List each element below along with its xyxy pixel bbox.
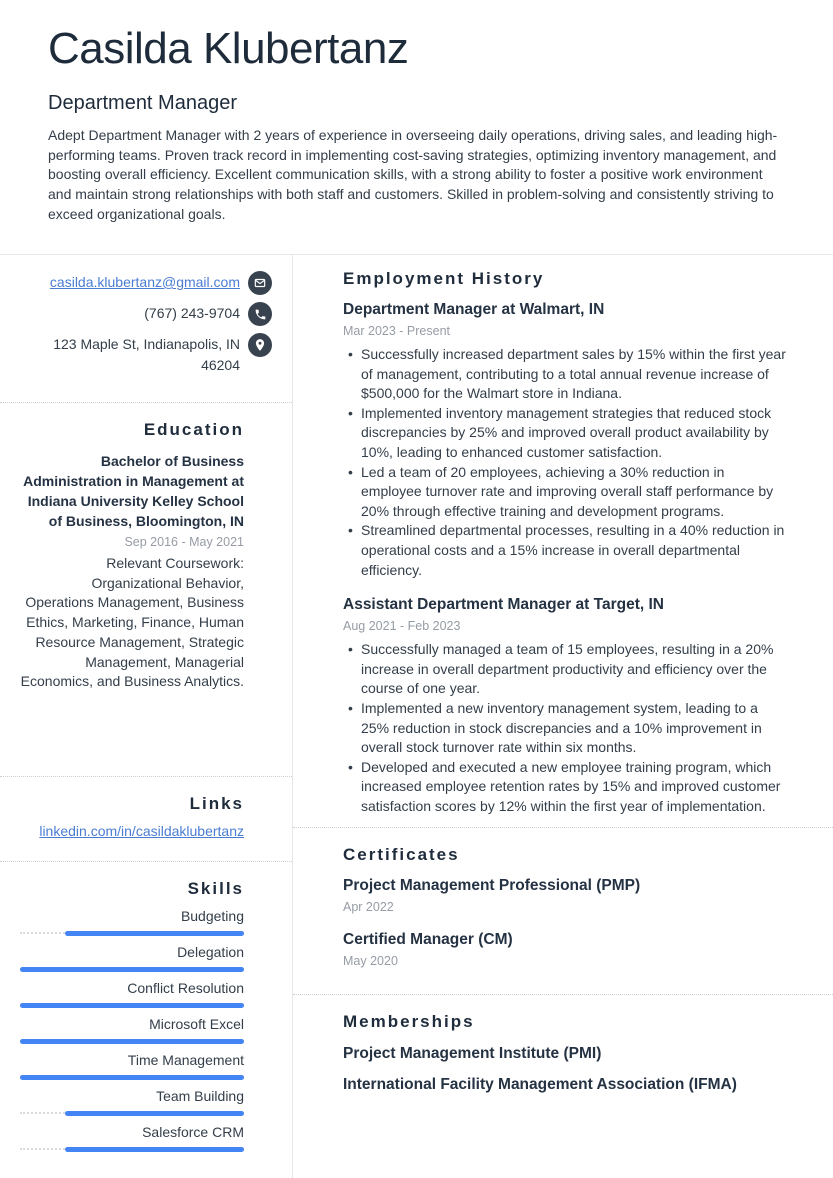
- skill-label: Time Management: [127, 1052, 244, 1068]
- job-entry: [343, 595, 788, 816]
- skill-label: Team Building: [156, 1088, 244, 1104]
- skill-progress-bar: [20, 931, 244, 936]
- profile-summary: Adept Department Manager with 2 years of experience in overseeing daily operations, driving sales, and leading high-performing teams. Proven track record in implementing cost-saving strategies, optimizing inventory management, and boosting overall efficiency. Excellent communication skills, with a strong ability to foster a positive work environment and maintain strong relationships with both staff and customers. Skilled in problem-solving and consistently striving to exceed organizational goals.: [48, 127, 778, 222]
- certificate-name: Certified Manager (CM): [343, 931, 513, 948]
- link-item: [20, 821, 244, 841]
- skill-item: [20, 1051, 244, 1080]
- job-entry-title: Department Manager at Walmart, IN: [343, 301, 605, 318]
- employment-history-section: [293, 255, 833, 828]
- main-content: [293, 255, 833, 1178]
- certificates-section: [293, 828, 833, 995]
- skill-item: [20, 943, 244, 972]
- email-value: [50, 272, 240, 293]
- resume-body: [0, 255, 833, 1178]
- education-details: Relevant Coursework: Organizational Behavior, Operations Management, Business Ethics, Marketing, Finance, Human Resource Management, Strategic Management, Managerial Economics, and Business Analytics.: [20, 555, 244, 690]
- memberships-section: [293, 995, 833, 1178]
- location-pin-icon: [248, 333, 272, 357]
- skills-title: Skills: [187, 879, 244, 898]
- job-bullet: • Implemented a new inventory management system, leading to a 25% reduction in stock discrepancies and a 10% improvement in overall stock turnover rate within six months.: [343, 699, 788, 758]
- links-section: [0, 777, 292, 862]
- membership-entry: Project Management Institute (PMI): [343, 1045, 602, 1062]
- skills-section: [0, 862, 292, 1178]
- job-entry: [343, 300, 788, 580]
- education-title: Education: [143, 420, 244, 439]
- resume-header: [0, 0, 833, 255]
- job-bullet: • Successfully managed a team of 15 employees, resulting in a 20% increase in overall department productivity and efficiency over the course of one year.: [343, 640, 788, 699]
- job-bullet-list: [343, 345, 788, 580]
- skill-label: Microsoft Excel: [149, 1016, 244, 1032]
- skill-label: Salesforce CRM: [142, 1124, 244, 1140]
- skill-item: [20, 1123, 244, 1152]
- phone-value: (767) 243-9704: [144, 305, 240, 321]
- person-name: Casilda Klubertanz: [48, 24, 409, 73]
- skill-progress-bar: [20, 967, 244, 972]
- contact-row-email: [20, 272, 272, 295]
- job-entry-dates: Aug 2021 - Feb 2023: [343, 619, 461, 634]
- skill-item: [20, 1087, 244, 1116]
- email-icon: [248, 271, 272, 295]
- skill-progress-bar: [20, 1039, 244, 1044]
- email-link[interactable]: casilda.klubertanz@gmail.com: [49, 274, 240, 290]
- certificate-name: Project Management Professional (PMP): [343, 877, 641, 894]
- skill-progress-bar: [20, 1147, 244, 1152]
- job-entry-dates: Mar 2023 - Present: [343, 324, 450, 338]
- person-job-title: Department Manager: [48, 92, 237, 114]
- skill-item: [20, 1015, 244, 1044]
- certificate-entry: [343, 876, 788, 916]
- phone-icon: [248, 302, 272, 326]
- skill-label: Delegation: [177, 944, 244, 960]
- job-bullet-list: [343, 640, 788, 816]
- employment-history-title: Employment History: [343, 269, 545, 288]
- education-section: [0, 403, 292, 777]
- skill-progress-bar: [20, 1111, 244, 1116]
- job-bullet: • Successfully increased department sales by 15% within the first year of management, contributing to a total annual revenue increase of $500,000 for the Walmart store in Indiana.: [343, 345, 788, 404]
- skill-item: [20, 979, 244, 1008]
- memberships-title: Memberships: [343, 1012, 475, 1031]
- certificate-date: Apr 2022: [343, 900, 394, 914]
- job-bullet: • Streamlined departmental processes, resulting in a 40% reduction in operational costs and a 15% increase in overall departmental efficiency.: [343, 521, 788, 580]
- contact-row-phone: [20, 303, 272, 326]
- skill-progress-bar: [20, 1003, 244, 1008]
- links-title: Links: [189, 794, 244, 813]
- skill-label: Conflict Resolution: [127, 980, 244, 996]
- contact-section: [0, 255, 292, 403]
- skill-progress-bar: [20, 1075, 244, 1080]
- job-bullet: • Developed and executed a new employee training program, which increased employee retention rates by 15% and improved customer satisfaction scores by 12% within the first year of implementation.: [343, 758, 788, 817]
- skill-label: Budgeting: [180, 908, 244, 924]
- job-bullet: • Implemented inventory management strategies that reduced stock discrepancies by 25% and improved overall product availability by 10%, leading to enhanced customer satisfaction.: [343, 404, 788, 463]
- job-bullet: • Led a team of 20 employees, achieving a 30% reduction in employee turnover rate and improving overall staff performance by 20% through effective training and development programs.: [343, 463, 788, 522]
- contact-row-address: [20, 334, 272, 376]
- education-dates: Sep 2016 - May 2021: [124, 535, 244, 549]
- education-degree: Bachelor of Business Administration in Management at Indiana University Kelley School of Business, Bloomington, IN: [23, 453, 244, 529]
- address-value: 123 Maple St, Indianapolis, IN 46204: [53, 336, 240, 373]
- certificates-title: Certificates: [343, 845, 460, 864]
- membership-entry: International Facility Management Association (IFMA): [343, 1076, 737, 1093]
- certificate-entry: [343, 930, 788, 970]
- linkedin-link[interactable]: linkedin.com/in/casildaklubertanz: [39, 823, 244, 839]
- job-entry-title: Assistant Department Manager at Target, IN: [343, 596, 664, 614]
- left-sidebar: [0, 255, 293, 1178]
- skill-item: [20, 907, 244, 936]
- certificate-date: May 2020: [343, 954, 398, 968]
